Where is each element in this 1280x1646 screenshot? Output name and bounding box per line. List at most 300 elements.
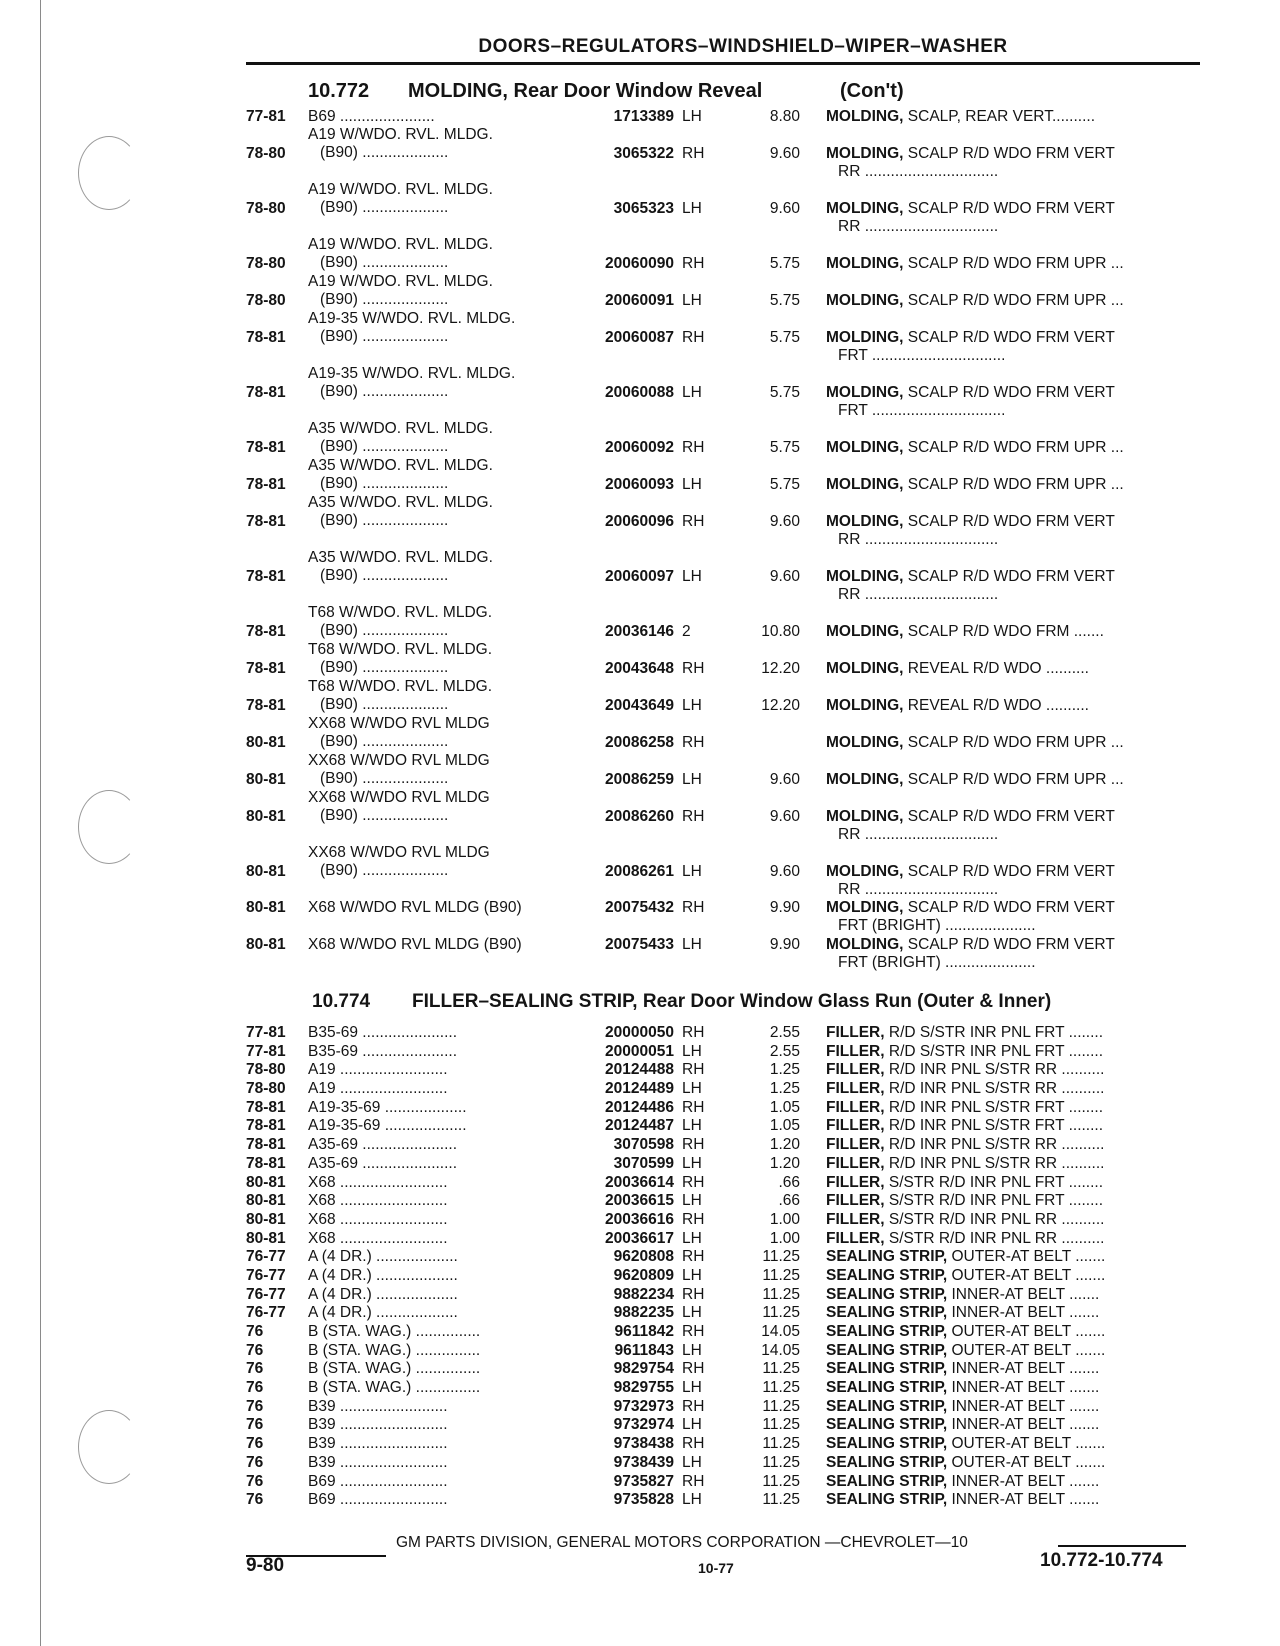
part-type: MOLDING,: [826, 697, 904, 714]
part-name: [826, 1024, 1200, 1043]
section-title: MOLDING, Rear Door Window Reveal: [408, 80, 763, 102]
section-heading-10772: [308, 80, 904, 103]
part-number: 20060090: [605, 255, 674, 272]
table-row: [246, 789, 1200, 843]
list-price: 5.75: [769, 292, 800, 309]
part-name: [826, 1267, 1200, 1286]
application-description: B39 .........................: [308, 1435, 448, 1453]
list-price: 11.25: [762, 1435, 800, 1453]
application-description: X68 .........................: [308, 1173, 448, 1191]
table-row: [246, 1454, 1200, 1473]
application-description: B (STA. WAG.) ...............: [308, 1323, 481, 1340]
part-name-line-2: RR ...............................: [838, 218, 999, 235]
application-description: [308, 126, 586, 163]
application-line-2: (B90) ....................: [320, 659, 449, 676]
part-number: 20124489: [605, 1080, 674, 1098]
application-description: A19-35-69 ...................: [308, 1098, 467, 1116]
application-line-2: (B90) ....................: [320, 254, 449, 271]
part-name: [826, 145, 1200, 181]
part-type: MOLDING,: [826, 936, 904, 953]
side-indicator: RH: [682, 1061, 705, 1079]
footer-publisher: GM PARTS DIVISION, GENERAL MOTORS CORPORATION —CHEVROLET—10: [396, 1534, 968, 1551]
list-price: 9.60: [769, 513, 800, 530]
application-line-2: (B90) ....................: [320, 144, 449, 161]
table-row: [246, 1398, 1200, 1417]
side-indicator: LH: [682, 771, 702, 788]
table-row: [246, 1211, 1200, 1230]
part-name: [826, 1416, 1200, 1435]
part-name: [826, 108, 1200, 126]
part-type: SEALING STRIP,: [826, 1248, 948, 1266]
model-years: 76: [246, 1435, 264, 1453]
application-line-1: XX68 W/WDO RVL MLDG: [308, 715, 490, 732]
part-type: SEALING STRIP,: [826, 1379, 948, 1397]
list-price: 9.60: [769, 568, 800, 585]
part-detail: SCALP R/D WDO FRM VERT: [903, 863, 1115, 880]
model-years: 76: [246, 1360, 264, 1378]
part-detail: INNER-AT BELT .......: [947, 1285, 1100, 1303]
part-detail: SCALP R/D WDO FRM VERT: [903, 568, 1115, 585]
application-description: A19 .........................: [308, 1080, 448, 1098]
application-description: A (4 DR.) ...................: [308, 1266, 458, 1284]
model-years: 78-81: [246, 623, 286, 640]
application-description: B39 .........................: [308, 1416, 448, 1434]
part-number: 9738439: [613, 1453, 674, 1471]
part-detail: OUTER-AT BELT .......: [947, 1341, 1106, 1359]
application-description: X68 .........................: [308, 1229, 448, 1247]
application-line-1: X68 W/WDO RVL MLDG (B90): [308, 899, 522, 916]
section-title: FILLER–SEALING STRIP, Rear Door Window Glass Run (Outer & Inner): [412, 991, 1052, 1012]
list-price: .66: [778, 1173, 800, 1191]
part-name: [826, 329, 1200, 365]
part-name-line-1: [826, 476, 1200, 494]
side-indicator: LH: [682, 1491, 702, 1509]
part-number: 20043649: [605, 697, 674, 714]
side-indicator: RH: [682, 439, 705, 456]
part-detail: OUTER-AT BELT .......: [947, 1323, 1106, 1340]
side-indicator: RH: [682, 1210, 705, 1228]
part-type: FILLER,: [826, 1136, 885, 1154]
part-type: FILLER,: [826, 1080, 885, 1098]
part-name: [826, 808, 1200, 844]
part-name: [826, 734, 1200, 752]
list-price: 1.00: [769, 1229, 800, 1247]
side-indicator: LH: [682, 292, 702, 309]
model-years: 78-81: [246, 1136, 286, 1154]
table-row: [246, 1267, 1200, 1286]
footer-page-number: 10-77: [698, 1560, 734, 1576]
part-detail: SCALP R/D WDO FRM UPR ...: [903, 292, 1124, 309]
part-detail: OUTER-AT BELT .......: [947, 1453, 1106, 1471]
side-indicator: RH: [682, 1173, 705, 1191]
application-line-2: (B90) ....................: [320, 512, 449, 529]
model-years: 77-81: [246, 1024, 286, 1041]
part-type: MOLDING,: [826, 476, 904, 493]
part-name-line-1: [826, 513, 1200, 531]
part-name: [826, 1323, 1200, 1342]
table-row: [246, 1117, 1200, 1136]
model-years: 76: [246, 1397, 264, 1415]
section-continued: (Con't): [840, 80, 904, 102]
side-indicator: RH: [682, 734, 705, 751]
part-type: FILLER,: [826, 1098, 885, 1116]
table-row: [246, 1061, 1200, 1080]
part-name-line-1: [826, 329, 1200, 347]
part-type: SEALING STRIP,: [826, 1266, 948, 1284]
model-years: 76: [246, 1491, 264, 1509]
part-type: MOLDING,: [826, 568, 904, 585]
part-name: [826, 1248, 1200, 1267]
list-price: 11.25: [762, 1491, 800, 1509]
list-price: 11.25: [762, 1360, 800, 1378]
application-description: A35-69 ......................: [308, 1136, 458, 1154]
part-name-line-1: [826, 384, 1200, 402]
part-type: MOLDING,: [826, 329, 904, 346]
model-years: 78-81: [246, 329, 286, 346]
side-indicator: RH: [682, 808, 705, 825]
application-line-2: (B90) ....................: [320, 383, 449, 400]
footer-date: 9-80: [246, 1555, 285, 1576]
part-name-line-1: [826, 863, 1200, 881]
list-price: 14.05: [761, 1341, 800, 1359]
part-detail: OUTER-AT BELT .......: [947, 1435, 1106, 1453]
page-title: DOORS–REGULATORS–WINDSHIELD–WIPER–WASHER: [478, 36, 1008, 57]
binder-hole-top: [78, 136, 140, 210]
side-indicator: RH: [682, 1323, 705, 1340]
part-name-line-2: FRT ...............................: [838, 402, 1006, 419]
part-number: 9735827: [613, 1472, 674, 1490]
part-type: MOLDING,: [826, 292, 904, 309]
application-line-2: (B90) ....................: [320, 807, 449, 824]
application-description: [308, 936, 586, 973]
part-number: 20036615: [605, 1192, 674, 1210]
part-name-line-2: FRT ...............................: [838, 347, 1006, 364]
table-row: [246, 641, 1200, 678]
part-number: 20086260: [605, 808, 674, 825]
list-price: 1.20: [769, 1154, 800, 1172]
side-indicator: LH: [682, 1042, 702, 1060]
part-name: [826, 439, 1200, 457]
table-row: [246, 494, 1200, 548]
model-years: 77-81: [246, 1042, 286, 1060]
part-type: SEALING STRIP,: [826, 1323, 948, 1340]
application-description: B (STA. WAG.) ...............: [308, 1379, 481, 1397]
table-row: [246, 1043, 1200, 1062]
part-type: MOLDING,: [826, 200, 904, 217]
list-price: 5.75: [769, 439, 800, 456]
part-name-line-1: [826, 808, 1200, 826]
part-detail: INNER-AT BELT .......: [947, 1379, 1100, 1397]
part-detail: SCALP R/D WDO FRM VERT: [903, 200, 1115, 217]
table-row: [246, 1416, 1200, 1435]
table-row: [246, 126, 1200, 180]
scan-edge-line: [40, 0, 41, 1646]
application-line-2: (B90) ....................: [320, 475, 449, 492]
table-row: [246, 1248, 1200, 1267]
side-indicator: LH: [682, 108, 702, 125]
part-name-line-1: [826, 623, 1200, 641]
list-price: 9.60: [769, 145, 800, 162]
list-price: 5.75: [769, 476, 800, 493]
part-number: 9611842: [614, 1323, 674, 1340]
part-name: [826, 1211, 1200, 1230]
table-row: [246, 181, 1200, 235]
application-description: A (4 DR.) ...................: [308, 1285, 458, 1303]
part-type: MOLDING,: [826, 439, 904, 456]
table-row: [246, 420, 1200, 457]
part-type: MOLDING,: [826, 771, 904, 788]
side-indicator: LH: [682, 863, 702, 880]
application-description: X68 .........................: [308, 1192, 448, 1210]
list-price: 9.90: [769, 936, 800, 953]
application-description: [308, 678, 586, 715]
part-type: SEALING STRIP,: [826, 1285, 948, 1303]
table-row: [246, 1473, 1200, 1492]
list-price: 11.25: [762, 1453, 800, 1471]
table-row: [246, 1323, 1200, 1342]
part-number: 9829754: [613, 1360, 674, 1378]
part-name-line-1: [826, 568, 1200, 586]
binder-hole-middle: [78, 790, 140, 864]
part-name: [826, 771, 1200, 789]
part-name: [826, 1080, 1200, 1099]
table-row: [246, 549, 1200, 603]
footer-rule-right: [1058, 1545, 1186, 1547]
table-row: [246, 1304, 1200, 1323]
side-indicator: LH: [682, 1154, 702, 1172]
part-name-line-2: RR ...............................: [838, 826, 999, 843]
application-description: B69 .........................: [308, 1472, 448, 1490]
part-type: MOLDING,: [826, 623, 904, 640]
list-price: 10.80: [761, 623, 800, 640]
part-name-line-2: RR ...............................: [838, 531, 999, 548]
side-indicator: RH: [682, 1024, 705, 1041]
application-description: [308, 108, 586, 126]
application-description: B35-69 ......................: [308, 1042, 458, 1060]
model-years: 78-80: [246, 145, 286, 162]
part-detail: INNER-AT BELT .......: [947, 1397, 1100, 1415]
part-detail: SCALP R/D WDO FRM VERT: [903, 329, 1115, 346]
part-type: MOLDING,: [826, 660, 904, 677]
table-row: [246, 108, 1200, 126]
part-number: 1713389: [613, 108, 674, 125]
application-description: [308, 844, 586, 881]
part-name: [826, 1230, 1200, 1249]
application-description: [308, 549, 586, 586]
part-detail: R/D S/STR INR PNL FRT ........: [884, 1024, 1104, 1041]
part-number: 20000051: [605, 1042, 674, 1060]
part-detail: R/D INR PNL S/STR RR ..........: [884, 1061, 1105, 1079]
application-description: B (STA. WAG.) ...............: [308, 1341, 481, 1359]
application-description: B39 .........................: [308, 1397, 448, 1415]
part-type: MOLDING,: [826, 384, 904, 401]
part-type: MOLDING,: [826, 899, 904, 916]
list-price: 1.20: [769, 1136, 800, 1154]
part-number: 20060088: [605, 384, 674, 401]
part-number: 20036146: [605, 623, 674, 640]
part-name: [826, 1398, 1200, 1417]
part-detail: SCALP R/D WDO FRM VERT: [903, 808, 1115, 825]
part-detail: R/D INR PNL S/STR RR ..........: [884, 1080, 1105, 1098]
part-type: FILLER,: [826, 1117, 885, 1135]
part-number: 9882235: [613, 1304, 674, 1322]
list-price: 5.75: [769, 384, 800, 401]
part-type: FILLER,: [826, 1210, 885, 1228]
part-detail: INNER-AT BELT .......: [947, 1491, 1100, 1509]
application-description: [308, 641, 586, 678]
table-row: [246, 1080, 1200, 1099]
application-description: A19-35-69 ...................: [308, 1117, 467, 1135]
side-indicator: LH: [682, 936, 702, 953]
part-name-line-1: [826, 108, 1200, 126]
part-type: SEALING STRIP,: [826, 1453, 948, 1471]
part-number: 20060093: [605, 476, 674, 493]
model-years: 78-81: [246, 568, 286, 585]
part-detail: S/STR R/D INR PNL FRT ........: [884, 1173, 1104, 1191]
table-row: [246, 844, 1200, 898]
application-description: [308, 899, 586, 936]
application-line-2: (B90) ....................: [320, 328, 449, 345]
table-row: [246, 936, 1200, 973]
section-10772-entries: [246, 108, 1200, 973]
table-row: [246, 1024, 1200, 1043]
table-row: [246, 273, 1200, 310]
side-indicator: LH: [682, 1117, 702, 1135]
part-detail: SCALP, REAR VERT..........: [903, 108, 1096, 125]
list-price: 11.25: [762, 1416, 800, 1434]
part-number: 20036617: [605, 1229, 674, 1247]
side-indicator: RH: [682, 1472, 705, 1490]
side-indicator: 2: [682, 623, 691, 640]
table-row: [246, 678, 1200, 715]
part-type: FILLER,: [826, 1061, 885, 1079]
part-detail: SCALP R/D WDO FRM UPR ...: [903, 476, 1124, 493]
side-indicator: RH: [682, 1136, 705, 1154]
table-row: [246, 1099, 1200, 1118]
part-name-line-2: FRT (BRIGHT) .....................: [838, 917, 1036, 934]
side-indicator: RH: [682, 899, 705, 916]
part-type: FILLER,: [826, 1042, 885, 1060]
list-price: 5.75: [769, 329, 800, 346]
part-name-line-1: [826, 439, 1200, 457]
application-description: [308, 310, 586, 347]
part-number: 9611843: [614, 1341, 674, 1359]
part-number: 9620808: [613, 1248, 674, 1266]
table-row: [246, 1230, 1200, 1249]
application-description: A35-69 ......................: [308, 1154, 458, 1172]
part-name: [826, 513, 1200, 549]
list-price: 11.25: [762, 1397, 800, 1415]
application-description: B39 .........................: [308, 1453, 448, 1471]
list-price: 14.05: [761, 1323, 800, 1340]
model-years: 76-77: [246, 1248, 286, 1266]
application-line-1: B69 ......................: [308, 108, 435, 125]
part-type: FILLER,: [826, 1192, 885, 1210]
model-years: 78-81: [246, 1117, 286, 1135]
list-price: 2.55: [769, 1042, 800, 1060]
model-years: 76-77: [246, 1304, 286, 1322]
application-description: A (4 DR.) ...................: [308, 1248, 458, 1266]
table-row: [246, 1136, 1200, 1155]
application-line-2: (B90) ....................: [320, 567, 449, 584]
side-indicator: RH: [682, 1285, 705, 1303]
part-detail: OUTER-AT BELT .......: [947, 1266, 1106, 1284]
side-indicator: LH: [682, 200, 702, 217]
list-price: 1.25: [769, 1061, 800, 1079]
list-price: .66: [778, 1192, 800, 1210]
part-name: [826, 863, 1200, 899]
side-indicator: LH: [682, 1416, 702, 1434]
part-name: [826, 899, 1200, 936]
model-years: 78-80: [246, 1061, 286, 1079]
page-header: [246, 36, 1200, 65]
application-description: A (4 DR.) ...................: [308, 1304, 458, 1322]
application-description: [308, 365, 586, 402]
part-name-line-1: [826, 200, 1200, 218]
model-years: 78-81: [246, 439, 286, 456]
part-name: [826, 936, 1200, 973]
part-detail: SCALP R/D WDO FRM .......: [903, 623, 1104, 640]
model-years: 76: [246, 1416, 264, 1434]
side-indicator: RH: [682, 329, 705, 346]
part-number: 20124487: [605, 1117, 674, 1135]
list-price: 11.25: [762, 1472, 800, 1490]
table-row: [246, 365, 1200, 419]
list-price: 11.25: [762, 1304, 800, 1322]
list-price: 11.25: [762, 1285, 800, 1303]
part-number: 3065322: [613, 145, 674, 162]
model-years: 80-81: [246, 1192, 286, 1210]
part-name: [826, 1043, 1200, 1062]
list-price: 9.60: [769, 808, 800, 825]
application-line-1: A19 W/WDO. RVL. MLDG.: [308, 273, 493, 290]
table-row: [246, 457, 1200, 494]
side-indicator: RH: [682, 513, 705, 530]
application-line-1: A19-35 W/WDO. RVL. MLDG.: [308, 365, 516, 382]
part-type: SEALING STRIP,: [826, 1341, 948, 1359]
side-indicator: LH: [682, 1266, 702, 1284]
part-name: [826, 1174, 1200, 1193]
part-type: MOLDING,: [826, 734, 904, 751]
part-name: [826, 1473, 1200, 1492]
part-detail: R/D INR PNL S/STR RR ..........: [884, 1154, 1105, 1172]
application-line-1: A19 W/WDO. RVL. MLDG.: [308, 236, 493, 253]
part-name: [826, 1360, 1200, 1379]
part-name: [826, 660, 1200, 678]
part-number: 20000050: [605, 1024, 674, 1041]
part-number: 20060091: [605, 292, 674, 309]
application-line-1: XX68 W/WDO RVL MLDG: [308, 752, 490, 769]
side-indicator: LH: [682, 476, 702, 493]
part-name: [826, 255, 1200, 273]
part-number: 20060092: [605, 439, 674, 456]
list-price: 1.05: [769, 1098, 800, 1116]
model-years: 78-81: [246, 1098, 286, 1116]
model-years: 76: [246, 1453, 264, 1471]
part-type: MOLDING,: [826, 255, 904, 272]
application-line-2: (B90) ....................: [320, 862, 449, 879]
part-name: [826, 292, 1200, 310]
application-description: [308, 236, 586, 273]
part-number: 20060087: [605, 329, 674, 346]
part-number: 20075433: [605, 936, 674, 953]
part-detail: REVEAL R/D WDO ..........: [903, 697, 1089, 714]
list-price: 12.20: [761, 697, 800, 714]
binder-hole-bottom: [78, 1410, 140, 1484]
part-detail: S/STR R/D INR PNL RR ..........: [884, 1210, 1105, 1228]
part-name: [826, 1061, 1200, 1080]
application-line-1: XX68 W/WDO RVL MLDG: [308, 789, 490, 806]
